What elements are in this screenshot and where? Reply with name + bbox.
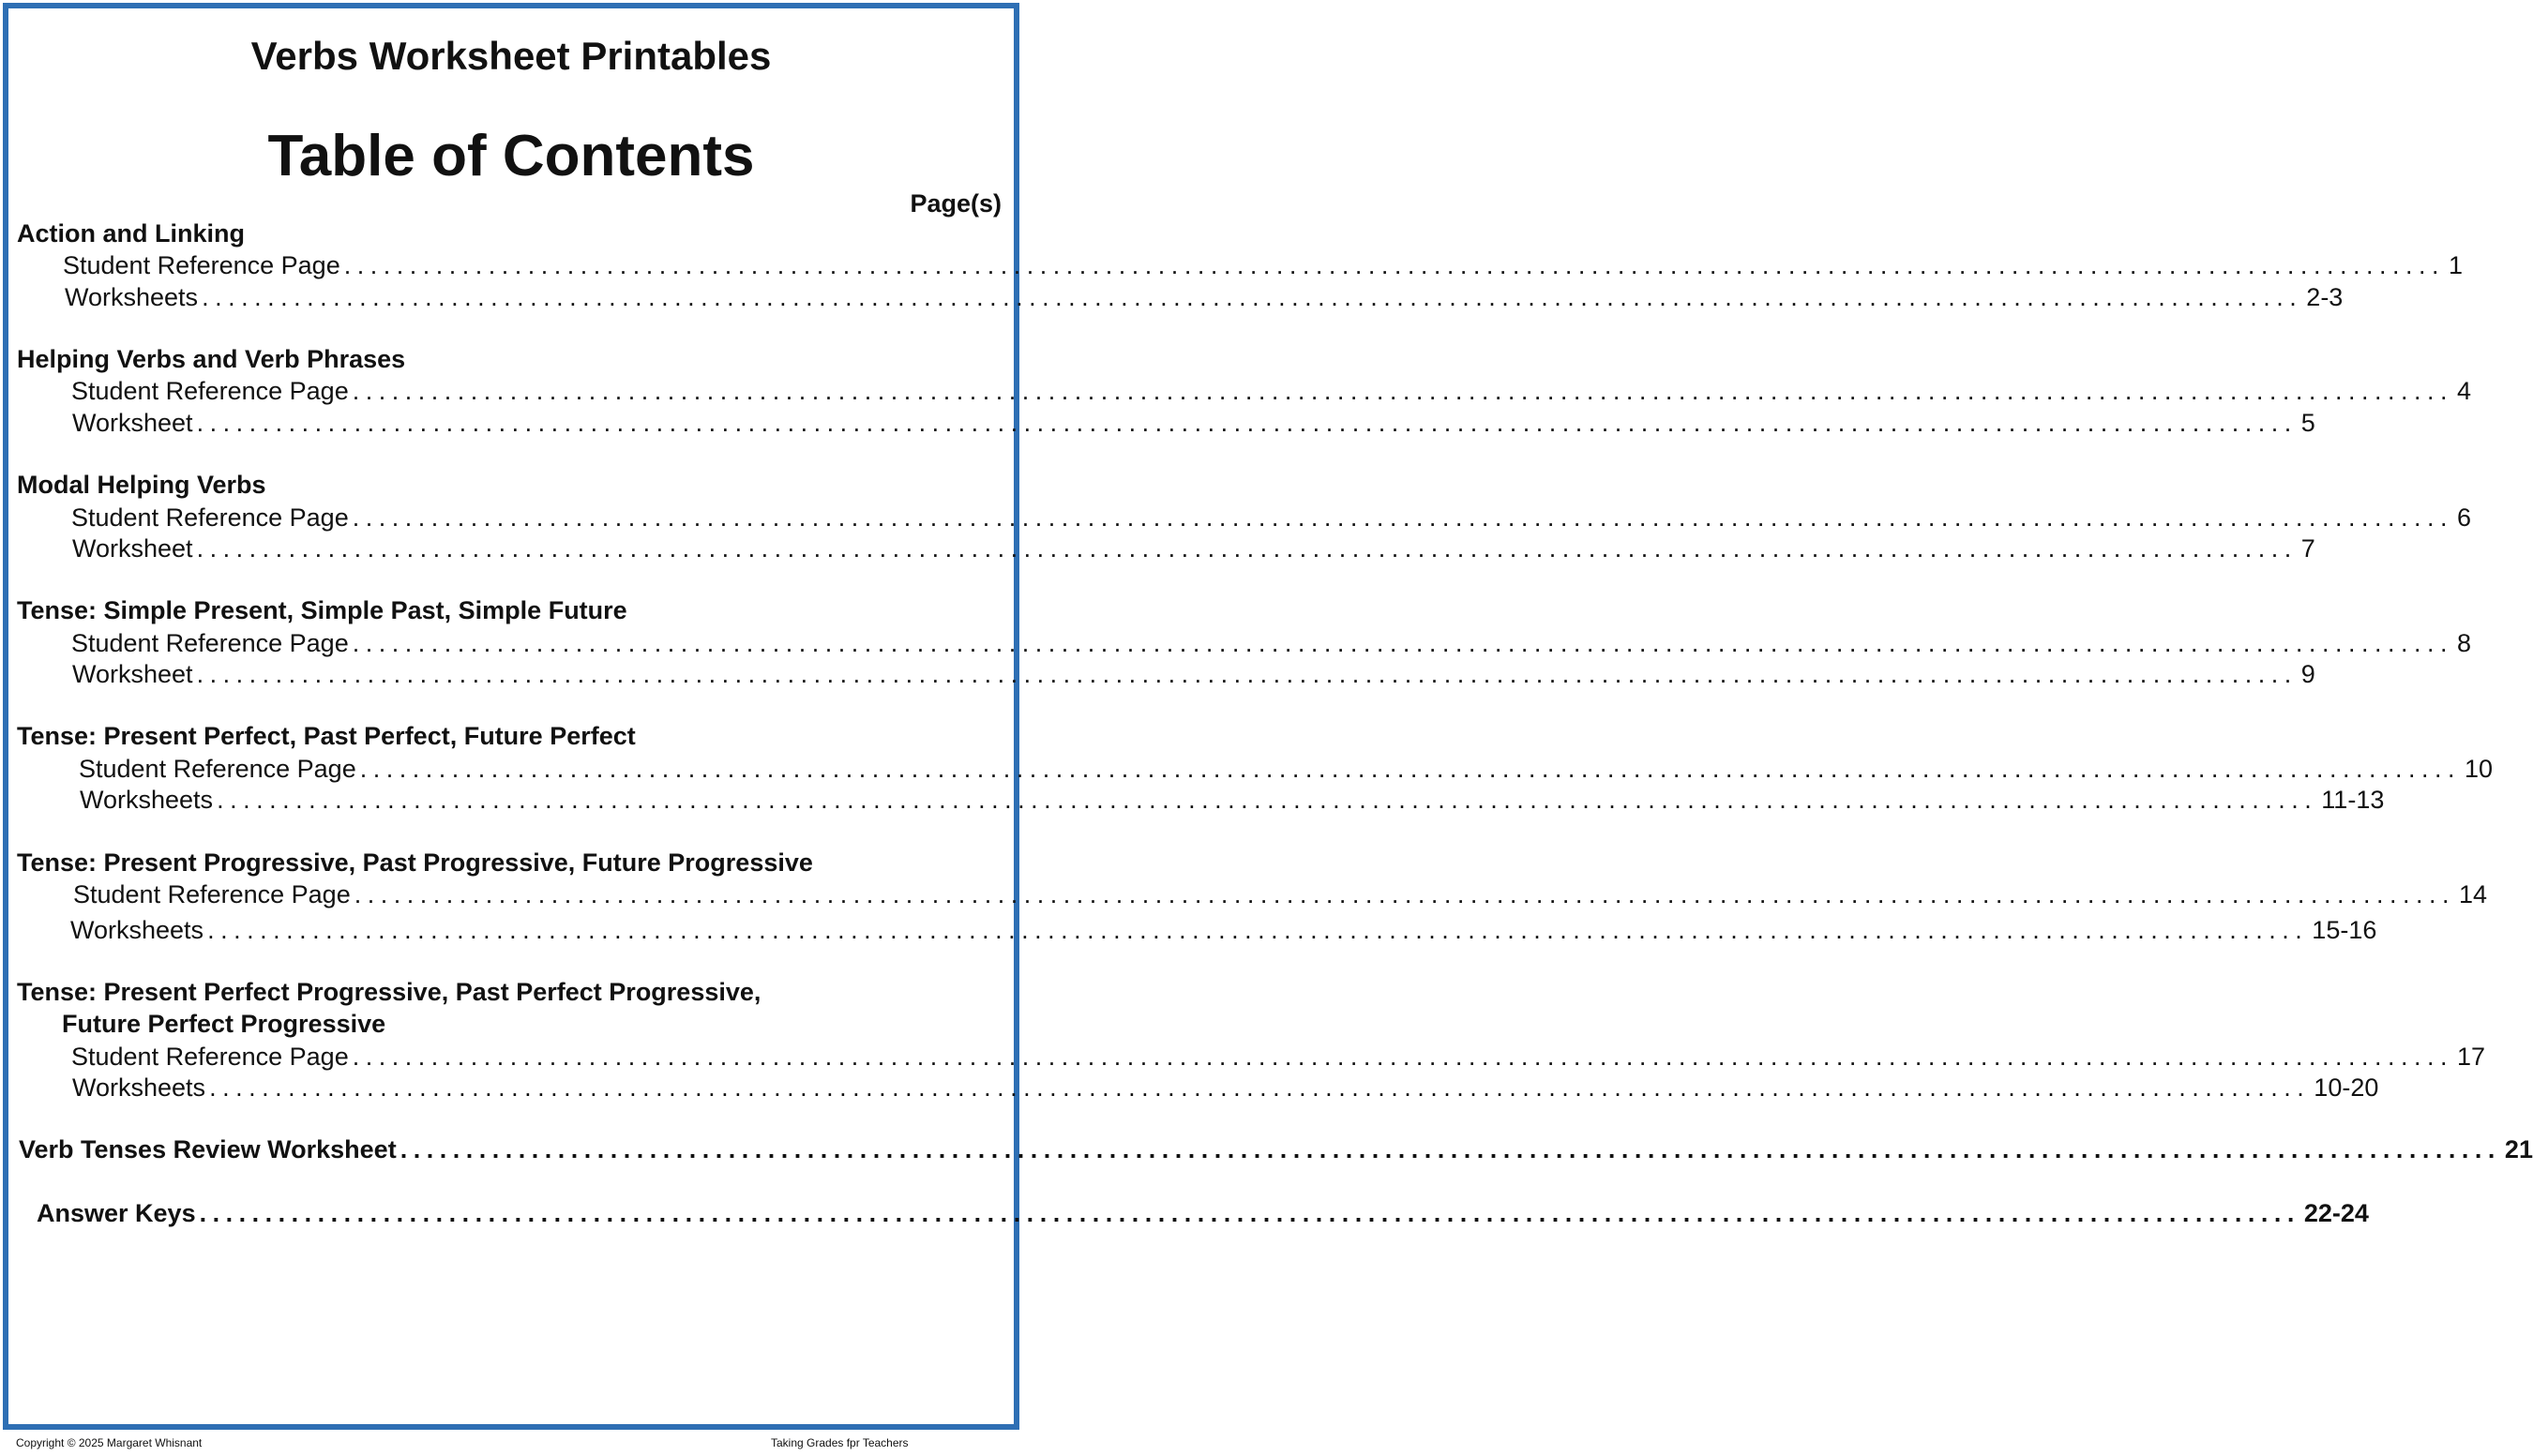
toc-entry xyxy=(72,1072,2379,1103)
toc-entry-label: Student Reference Page xyxy=(71,629,349,657)
footer-copyright: Copyright © 2025 Margaret Whisnant xyxy=(16,1436,203,1449)
toc-entry-page: 14 xyxy=(2458,880,2487,908)
toc-entry xyxy=(80,784,2385,816)
dot-leader: ................................................................................................................................................................ xyxy=(400,1135,2501,1163)
dot-leader: ................................................................................................................................................................ xyxy=(202,283,2303,311)
toc-entry xyxy=(73,878,2487,910)
dot-leader: ................................................................................................................................................................ xyxy=(352,1043,2453,1071)
toc-entry xyxy=(71,1041,2485,1073)
toc-entry-page: 22-24 xyxy=(2303,1199,2369,1227)
dot-leader: ................................................................................................................................................................ xyxy=(209,1073,2311,1102)
section-heading-action-linking: Action and Linking xyxy=(17,219,245,248)
toc-entry xyxy=(72,407,2315,439)
section-heading-perfect-tense: Tense: Present Perfect, Past Perfect, Future Perfect xyxy=(17,722,636,750)
toc-entry-page: 17 xyxy=(2456,1043,2485,1071)
footer-site-name: Taking Grades fpr Teachers xyxy=(771,1436,909,1449)
toc-entry xyxy=(72,658,2315,690)
toc-entry-page: 5 xyxy=(2300,409,2315,437)
dot-leader: ................................................................................................................................................................ xyxy=(196,660,2298,688)
table-of-contents-title: Table of Contents xyxy=(267,124,755,188)
toc-entry-label: Worksheets xyxy=(70,916,204,944)
toc-entry-label: Worksheet xyxy=(72,409,193,437)
toc-entry-label: Student Reference Page xyxy=(71,1043,349,1071)
toc-entry-page: 21 xyxy=(2504,1135,2533,1163)
dot-leader: ................................................................................................................................................................ xyxy=(199,1199,2300,1227)
toc-entry-review xyxy=(19,1133,2533,1165)
section-heading-progressive-tense: Tense: Present Progressive, Past Progressive, Future Progressive xyxy=(17,848,813,877)
toc-entry-label: Answer Keys xyxy=(37,1199,196,1227)
toc-entry-label: Student Reference Page xyxy=(73,880,351,908)
toc-entry-page: 7 xyxy=(2300,534,2315,563)
toc-entry-label: Worksheet xyxy=(72,534,193,563)
toc-entry-label: Verb Tenses Review Worksheet xyxy=(19,1135,397,1163)
dot-leader: ................................................................................................................................................................ xyxy=(196,534,2298,563)
toc-entry-page: 10-20 xyxy=(2314,1073,2379,1102)
dot-leader: ................................................................................................................................................................ xyxy=(359,755,2461,783)
section-heading-helping-verbs: Helping Verbs and Verb Phrases xyxy=(17,345,406,373)
dot-leader: ................................................................................................................................................................ xyxy=(343,251,2445,279)
toc-entry xyxy=(71,375,2471,407)
toc-entry xyxy=(72,533,2315,564)
toc-entry xyxy=(63,249,2463,281)
dot-leader: ................................................................................................................................................................ xyxy=(352,503,2453,532)
section-heading-perfect-progressive-tense: Tense: Present Perfect Progressive, Past Perfect Progressive, xyxy=(17,978,761,1006)
toc-entry xyxy=(71,502,2471,533)
toc-entry-label: Student Reference Page xyxy=(63,251,340,279)
section-heading-perfect-progressive-tense-line2: Future Perfect Progressive xyxy=(62,1010,386,1038)
section-heading-modal-helping-verbs: Modal Helping Verbs xyxy=(17,471,266,499)
toc-entry-label: Worksheets xyxy=(72,1073,206,1102)
dot-leader: ................................................................................................................................................................ xyxy=(207,916,2309,944)
section-heading-simple-tense: Tense: Simple Present, Simple Past, Simple Future xyxy=(17,596,627,624)
toc-entry xyxy=(79,753,2493,785)
pages-column-header: Page(s) xyxy=(910,189,1002,218)
dot-leader: ................................................................................................................................................................ xyxy=(354,880,2455,908)
toc-entry-page: 9 xyxy=(2300,660,2315,688)
dot-leader: ................................................................................................................................................................ xyxy=(352,377,2453,405)
toc-entry-page: 1 xyxy=(2448,251,2463,279)
dot-leader: ................................................................................................................................................................ xyxy=(352,629,2453,657)
toc-entry xyxy=(71,627,2471,659)
toc-entry-label: Worksheet xyxy=(72,660,193,688)
toc-entry-page: 8 xyxy=(2456,629,2471,657)
toc-entry-label: Student Reference Page xyxy=(71,503,349,532)
toc-entry xyxy=(70,914,2377,946)
document-title: Verbs Worksheet Printables xyxy=(250,34,772,78)
toc-entry-label: Worksheets xyxy=(80,786,214,814)
toc-entry-page: 10 xyxy=(2464,755,2493,783)
toc-entry xyxy=(65,281,2344,313)
dot-leader: ................................................................................................................................................................ xyxy=(196,409,2298,437)
toc-entry-page: 2-3 xyxy=(2306,283,2344,311)
toc-entry-label: Student Reference Page xyxy=(79,755,356,783)
toc-entry-page: 11-13 xyxy=(2321,786,2385,814)
toc-entry-page: 4 xyxy=(2456,377,2471,405)
toc-entry-page: 6 xyxy=(2456,503,2471,532)
toc-entry-label: Worksheets xyxy=(65,283,199,311)
dot-leader: ................................................................................................................................................................ xyxy=(217,786,2318,814)
toc-entry-page: 15-16 xyxy=(2312,916,2377,944)
toc-entry-answer-keys xyxy=(37,1197,2369,1229)
toc-entry-label: Student Reference Page xyxy=(71,377,349,405)
